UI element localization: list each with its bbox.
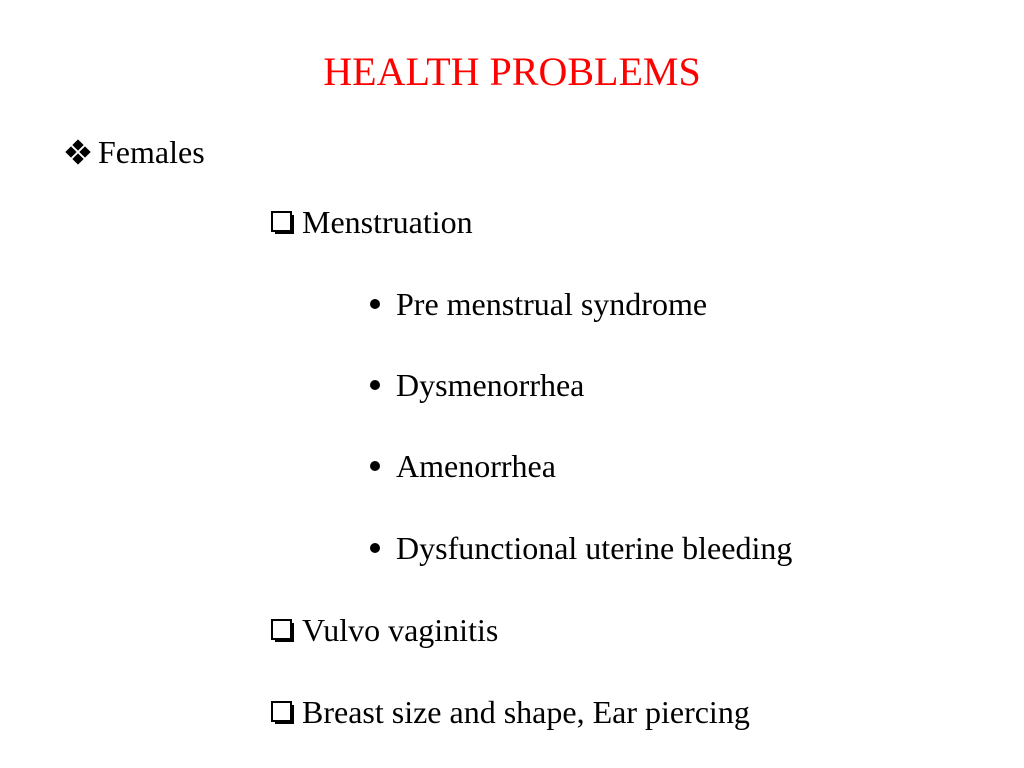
sub-item (368, 284, 707, 324)
list-item-breast-ear (270, 692, 750, 732)
sub-item-label: Dysfunctional uterine bleeding (396, 530, 793, 566)
section-label: Females (98, 134, 205, 170)
item-label: Vulvo vaginitis (302, 612, 499, 648)
sub-item-label: Amenorrhea (396, 448, 556, 484)
list-item-vulvo-vaginitis (270, 610, 498, 650)
box-bullet-icon (270, 210, 294, 234)
item-label: Breast size and shape, Ear piercing (302, 694, 750, 730)
item-label: Menstruation (302, 204, 473, 240)
box-bullet-icon (270, 700, 294, 724)
slide-title: HEALTH PROBLEMS (323, 49, 701, 94)
dot-bullet-icon (370, 461, 380, 471)
dot-bullet-icon (370, 380, 380, 390)
dot-bullet-icon (370, 543, 380, 553)
sub-item (368, 446, 556, 486)
list-item-menstruation (270, 202, 473, 242)
box-bullet-icon (270, 618, 294, 642)
sub-item-label: Pre menstrual syndrome (396, 286, 708, 322)
section-females (66, 132, 205, 172)
sub-item (368, 365, 584, 405)
diamond-bullet-icon (66, 140, 90, 164)
dot-bullet-icon (370, 299, 380, 309)
sub-item (368, 528, 792, 568)
sub-item-label: Dysmenorrhea (396, 367, 585, 403)
